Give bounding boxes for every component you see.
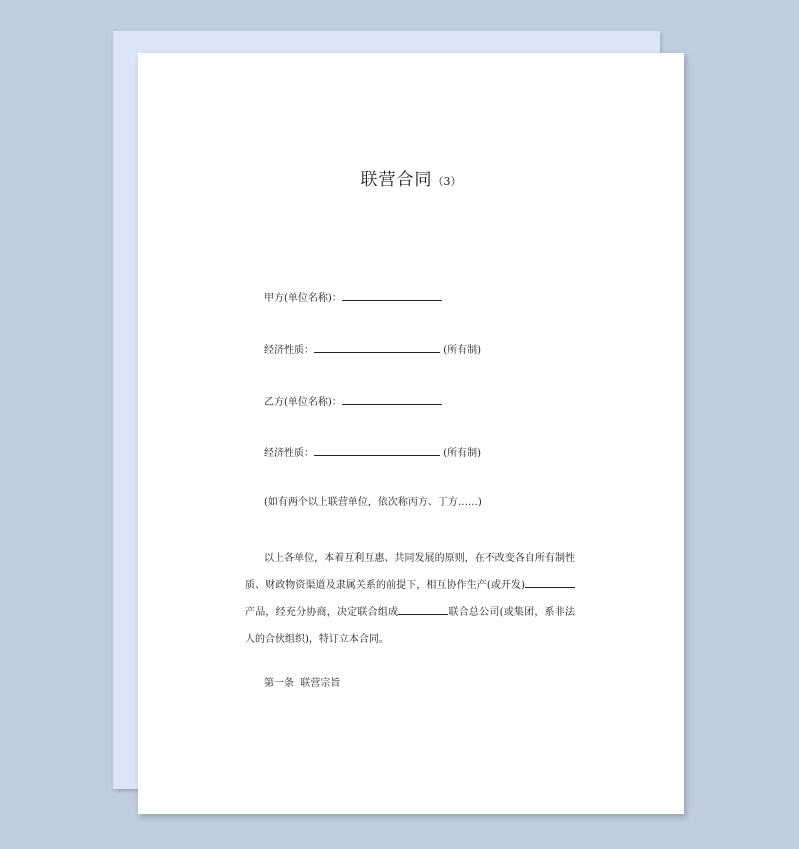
paragraph-part3: 联合总公司(或集团，系非法人的合伙组织)，特订立本合同。 [245, 607, 575, 645]
party-a-name-blank [342, 290, 442, 301]
party-b-line [264, 394, 442, 410]
party-a-econ-label: 经济性质： [264, 345, 314, 356]
paragraph-part1: 以上各单位，本着互利互惠、共同发展的原则，在不改变各自所有制性质、财政物资渠道及隶属关系的前提下，相互协作生产(或开发) [245, 553, 575, 591]
party-a-econ-line [264, 342, 481, 358]
preamble-paragraph [245, 545, 575, 653]
party-a-econ-blank [314, 342, 440, 353]
note-text: (如有两个以上联营单位，依次称丙方、丁方……) [264, 497, 482, 508]
paragraph-part2: 产品，经充分协商，决定联合组成 [245, 607, 399, 618]
company-name-blank [398, 604, 448, 615]
product-blank [525, 577, 575, 588]
party-b-econ-suffix: (所有制) [443, 448, 481, 459]
party-a-line [264, 290, 442, 306]
party-a-label: 甲方(单位名称)： [264, 293, 342, 304]
note-line [264, 496, 482, 510]
party-a-econ-suffix: (所有制) [443, 345, 481, 356]
party-b-name-blank [342, 394, 442, 405]
title-number: （3） [432, 175, 462, 188]
party-b-econ-line [264, 445, 481, 461]
document-title [138, 165, 684, 190]
article1-heading [264, 677, 340, 691]
party-b-label: 乙方(单位名称)： [264, 397, 342, 408]
party-b-econ-label: 经济性质： [264, 448, 314, 459]
title-text: 联营合同 [360, 170, 433, 190]
article1-title: 联营宗旨 [300, 678, 341, 689]
party-b-econ-blank [314, 445, 440, 456]
document-page [138, 53, 684, 814]
article1-number: 第一条 [264, 678, 294, 689]
